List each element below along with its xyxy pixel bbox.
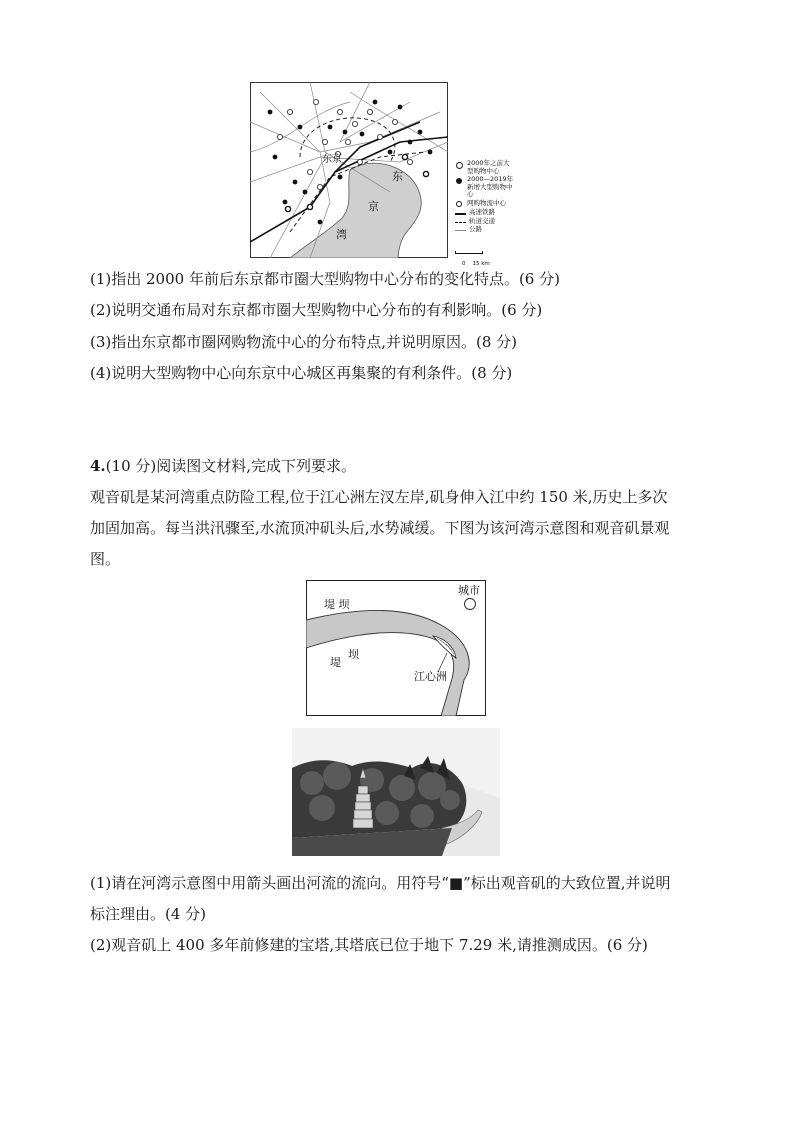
legend-item-expressway [455, 209, 545, 217]
hollow-circle-icon [456, 162, 463, 169]
legend-item-rail [455, 218, 545, 226]
q4-heading: (10 分)阅读图文材料,完成下列要求。 [105, 457, 357, 475]
dike-lower-label-2: 坝 [348, 648, 359, 661]
q4-para-line-1: 观音矶是某河湾重点防险工程,位于江心洲左汊左岸,矶身伸入江中约 150 米,历史上多次 [90, 488, 668, 506]
legend-expressway-text: 高速铁路 [469, 208, 495, 216]
city-marker [465, 599, 476, 610]
q4-item-1-line-1: (1)请在河湾示意图中用箭头画出河流的流向。用符号“■”标出观音矶的大致位置,并说明 [90, 874, 671, 892]
legend-logistics-text: 网购物流中心 [467, 198, 506, 207]
legend-rail-text: 轨道交通 [469, 216, 495, 225]
rail-line-icon [455, 222, 466, 223]
legend-item-before-2000 [455, 160, 545, 175]
island-label: 江心洲 [414, 670, 447, 683]
legend-new-text: 2000—2019年新增大型购物中心 [467, 175, 514, 198]
dike-upper-label: 堤 坝 [324, 598, 350, 611]
filled-circle-icon [456, 178, 462, 184]
q3-item-2: (2)说明交通布局对东京都市圈大型购物中心分布的有利影响。(6 分) [90, 301, 543, 319]
tokyo-metro-map [250, 82, 448, 258]
q3-item-4: (4)说明大型购物中心向东京中心城区再集聚的有利条件。(8 分) [90, 364, 513, 382]
q4-heading-line [90, 455, 710, 477]
road-line-icon [455, 230, 466, 231]
legend-road-text: 公路 [469, 225, 482, 233]
q4-item-1-line-2: 标注理由。(4 分) [90, 905, 207, 923]
guanyinji-photo [292, 728, 500, 856]
bay-char-1: 东 [392, 170, 403, 183]
expressway-line-icon [455, 213, 466, 215]
legend-before-2000-text: 2000年之前大型购物中心 [467, 159, 510, 175]
legend-item-new [455, 176, 545, 199]
q3-item-3: (3)指出东京都市圈网购物流中心的分布特点,并说明原因。(8 分) [90, 333, 518, 351]
legend-item-logistics [455, 200, 545, 208]
river-bend-map [306, 580, 486, 716]
city-label: 城市 [458, 584, 480, 597]
bay-char-2: 京 [368, 200, 379, 213]
legend-item-road [455, 226, 545, 234]
scale-bar-line [455, 251, 483, 254]
label-tokyo-city: 东京 [322, 154, 342, 165]
tokyo-map-legend [455, 160, 545, 276]
bay-char-3: 湾 [336, 228, 347, 241]
q4-para-line-3: 图。 [90, 550, 121, 568]
bold-ring-icon [456, 201, 462, 207]
q4-para-line-2: 加固加高。每当洪汛骤至,水流顶冲矶头后,水势减缓。下图为该河湾示意图和观音矶景观 [90, 519, 670, 537]
q4-item-2: (2)观音矶上 400 多年前修建的宝塔,其塔底已位于地下 7.29 米,请推测成因。(6 分) [90, 936, 648, 954]
scale-bar-text: 0 15 km [462, 261, 490, 267]
q4-number: 4. [90, 457, 106, 475]
dike-lower-label-1: 堤 [330, 656, 341, 669]
q3-item-1: (1)指出 2000 年前后东京都市圈大型购物中心分布的变化特点。(6 分) [90, 270, 560, 288]
